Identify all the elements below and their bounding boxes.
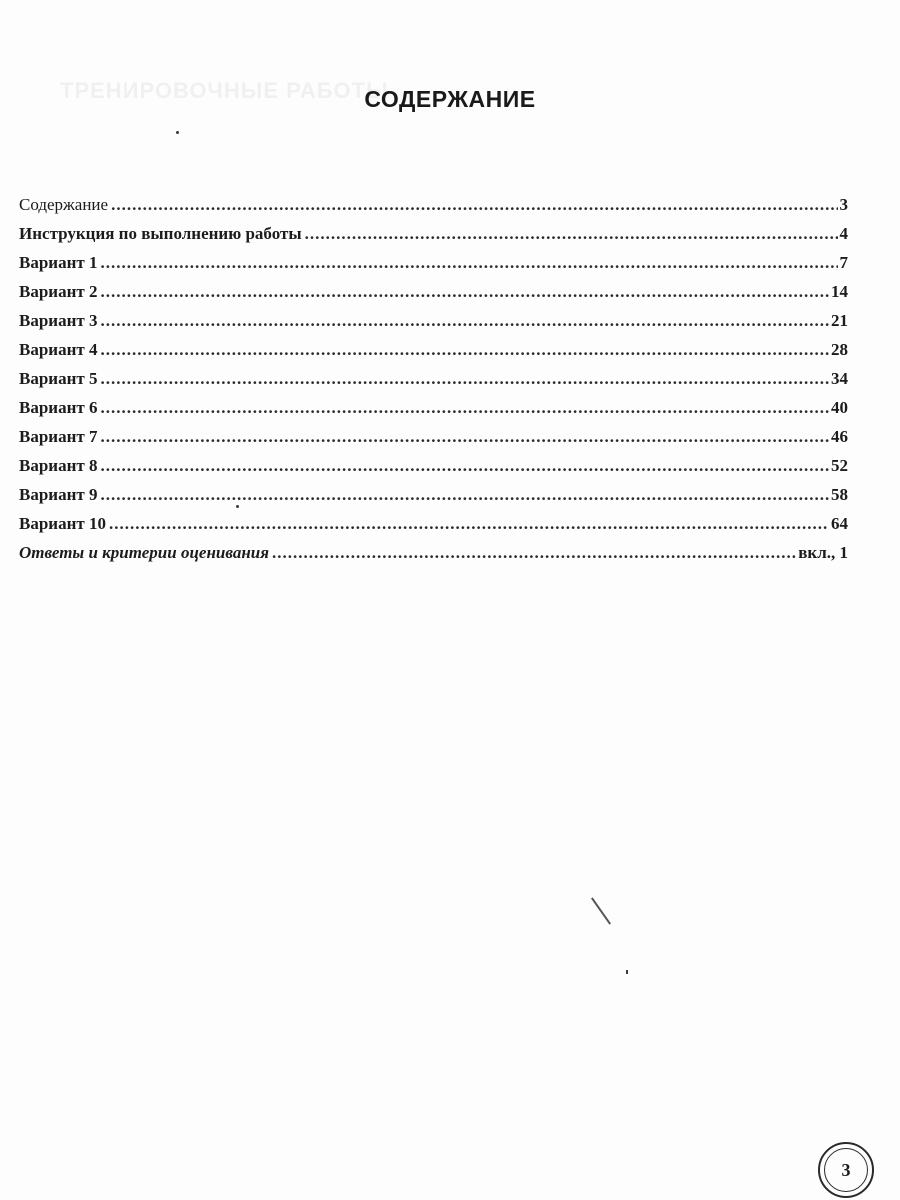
scan-speck [176, 131, 179, 134]
scan-scratch [591, 897, 611, 924]
page-title: СОДЕРЖАНИЕ [364, 86, 536, 112]
toc-entry-label: Ответы и критерии оценивания [19, 543, 269, 562]
toc-entry-page: 4 [839, 224, 848, 243]
toc-entry-page: 52 [831, 456, 848, 475]
toc-entry-label: Вариант 2 [19, 282, 98, 301]
toc-entry[interactable] [19, 480, 848, 509]
toc-entry[interactable] [19, 422, 848, 451]
toc-leader-dots [100, 480, 829, 509]
toc-leader-dots [100, 248, 837, 277]
toc-entry-label: Инструкция по выполнению работы [19, 224, 302, 243]
toc-leader-dots [100, 306, 829, 335]
toc-entry[interactable] [19, 306, 848, 335]
toc-leader-dots [100, 422, 829, 451]
toc-entry-label: Вариант 6 [19, 398, 98, 417]
toc-leader-dots [100, 393, 829, 422]
toc-entry-label: Содержание [19, 195, 109, 214]
toc-leader-dots [100, 277, 829, 306]
toc-entry-page: 34 [831, 369, 848, 388]
toc-entry-page: 58 [831, 485, 848, 504]
toc-entry[interactable] [19, 364, 848, 393]
toc-entry-page: вкл., 1 [798, 543, 848, 562]
toc-entry-page: 14 [831, 282, 848, 301]
toc-entry-page: 40 [831, 398, 848, 417]
scan-speck [626, 970, 628, 974]
toc-leader-dots [100, 335, 829, 364]
toc-leader-dots [100, 451, 829, 480]
toc-entry-page: 46 [831, 427, 848, 446]
page-number: 3 [841, 1159, 851, 1180]
toc-leader-dots [272, 538, 796, 567]
toc-entry[interactable] [19, 393, 848, 422]
scan-speck [236, 505, 239, 508]
toc-entry-page: 28 [831, 340, 848, 359]
toc-entry-label: Вариант 7 [19, 427, 98, 446]
toc-entry[interactable] [19, 190, 848, 219]
page-number-inner-ring [824, 1148, 868, 1192]
toc-entry-page: 21 [831, 311, 848, 330]
toc-entry-label: Вариант 10 [19, 514, 106, 533]
toc-entry-page: 64 [831, 514, 848, 533]
toc-entry-label: Вариант 1 [19, 253, 98, 272]
bleed-through-text: ТРЕНИРОВОЧНЫЕ РАБОТЫ [60, 78, 389, 103]
toc-entry[interactable] [19, 509, 848, 538]
toc-entry[interactable] [19, 248, 848, 277]
toc-entry-page: 7 [839, 253, 848, 272]
toc-entry[interactable] [19, 219, 848, 248]
toc-entry[interactable] [19, 277, 848, 306]
toc-entry-label: Вариант 5 [19, 369, 98, 388]
toc-entry[interactable] [19, 451, 848, 480]
toc-leader-dots [305, 219, 838, 248]
toc-entry-label: Вариант 4 [19, 340, 98, 359]
table-of-contents [19, 190, 848, 567]
toc-entry-label: Вариант 9 [19, 485, 98, 504]
toc-entry-label: Вариант 8 [19, 456, 98, 475]
toc-leader-dots [100, 364, 829, 393]
toc-entry-label: Вариант 3 [19, 311, 98, 330]
toc-entry[interactable] [19, 538, 848, 567]
toc-leader-dots [111, 190, 837, 219]
toc-entry-page: 3 [839, 195, 848, 214]
toc-entry[interactable] [19, 335, 848, 364]
page-number-badge [818, 1142, 874, 1198]
toc-leader-dots [109, 509, 829, 538]
